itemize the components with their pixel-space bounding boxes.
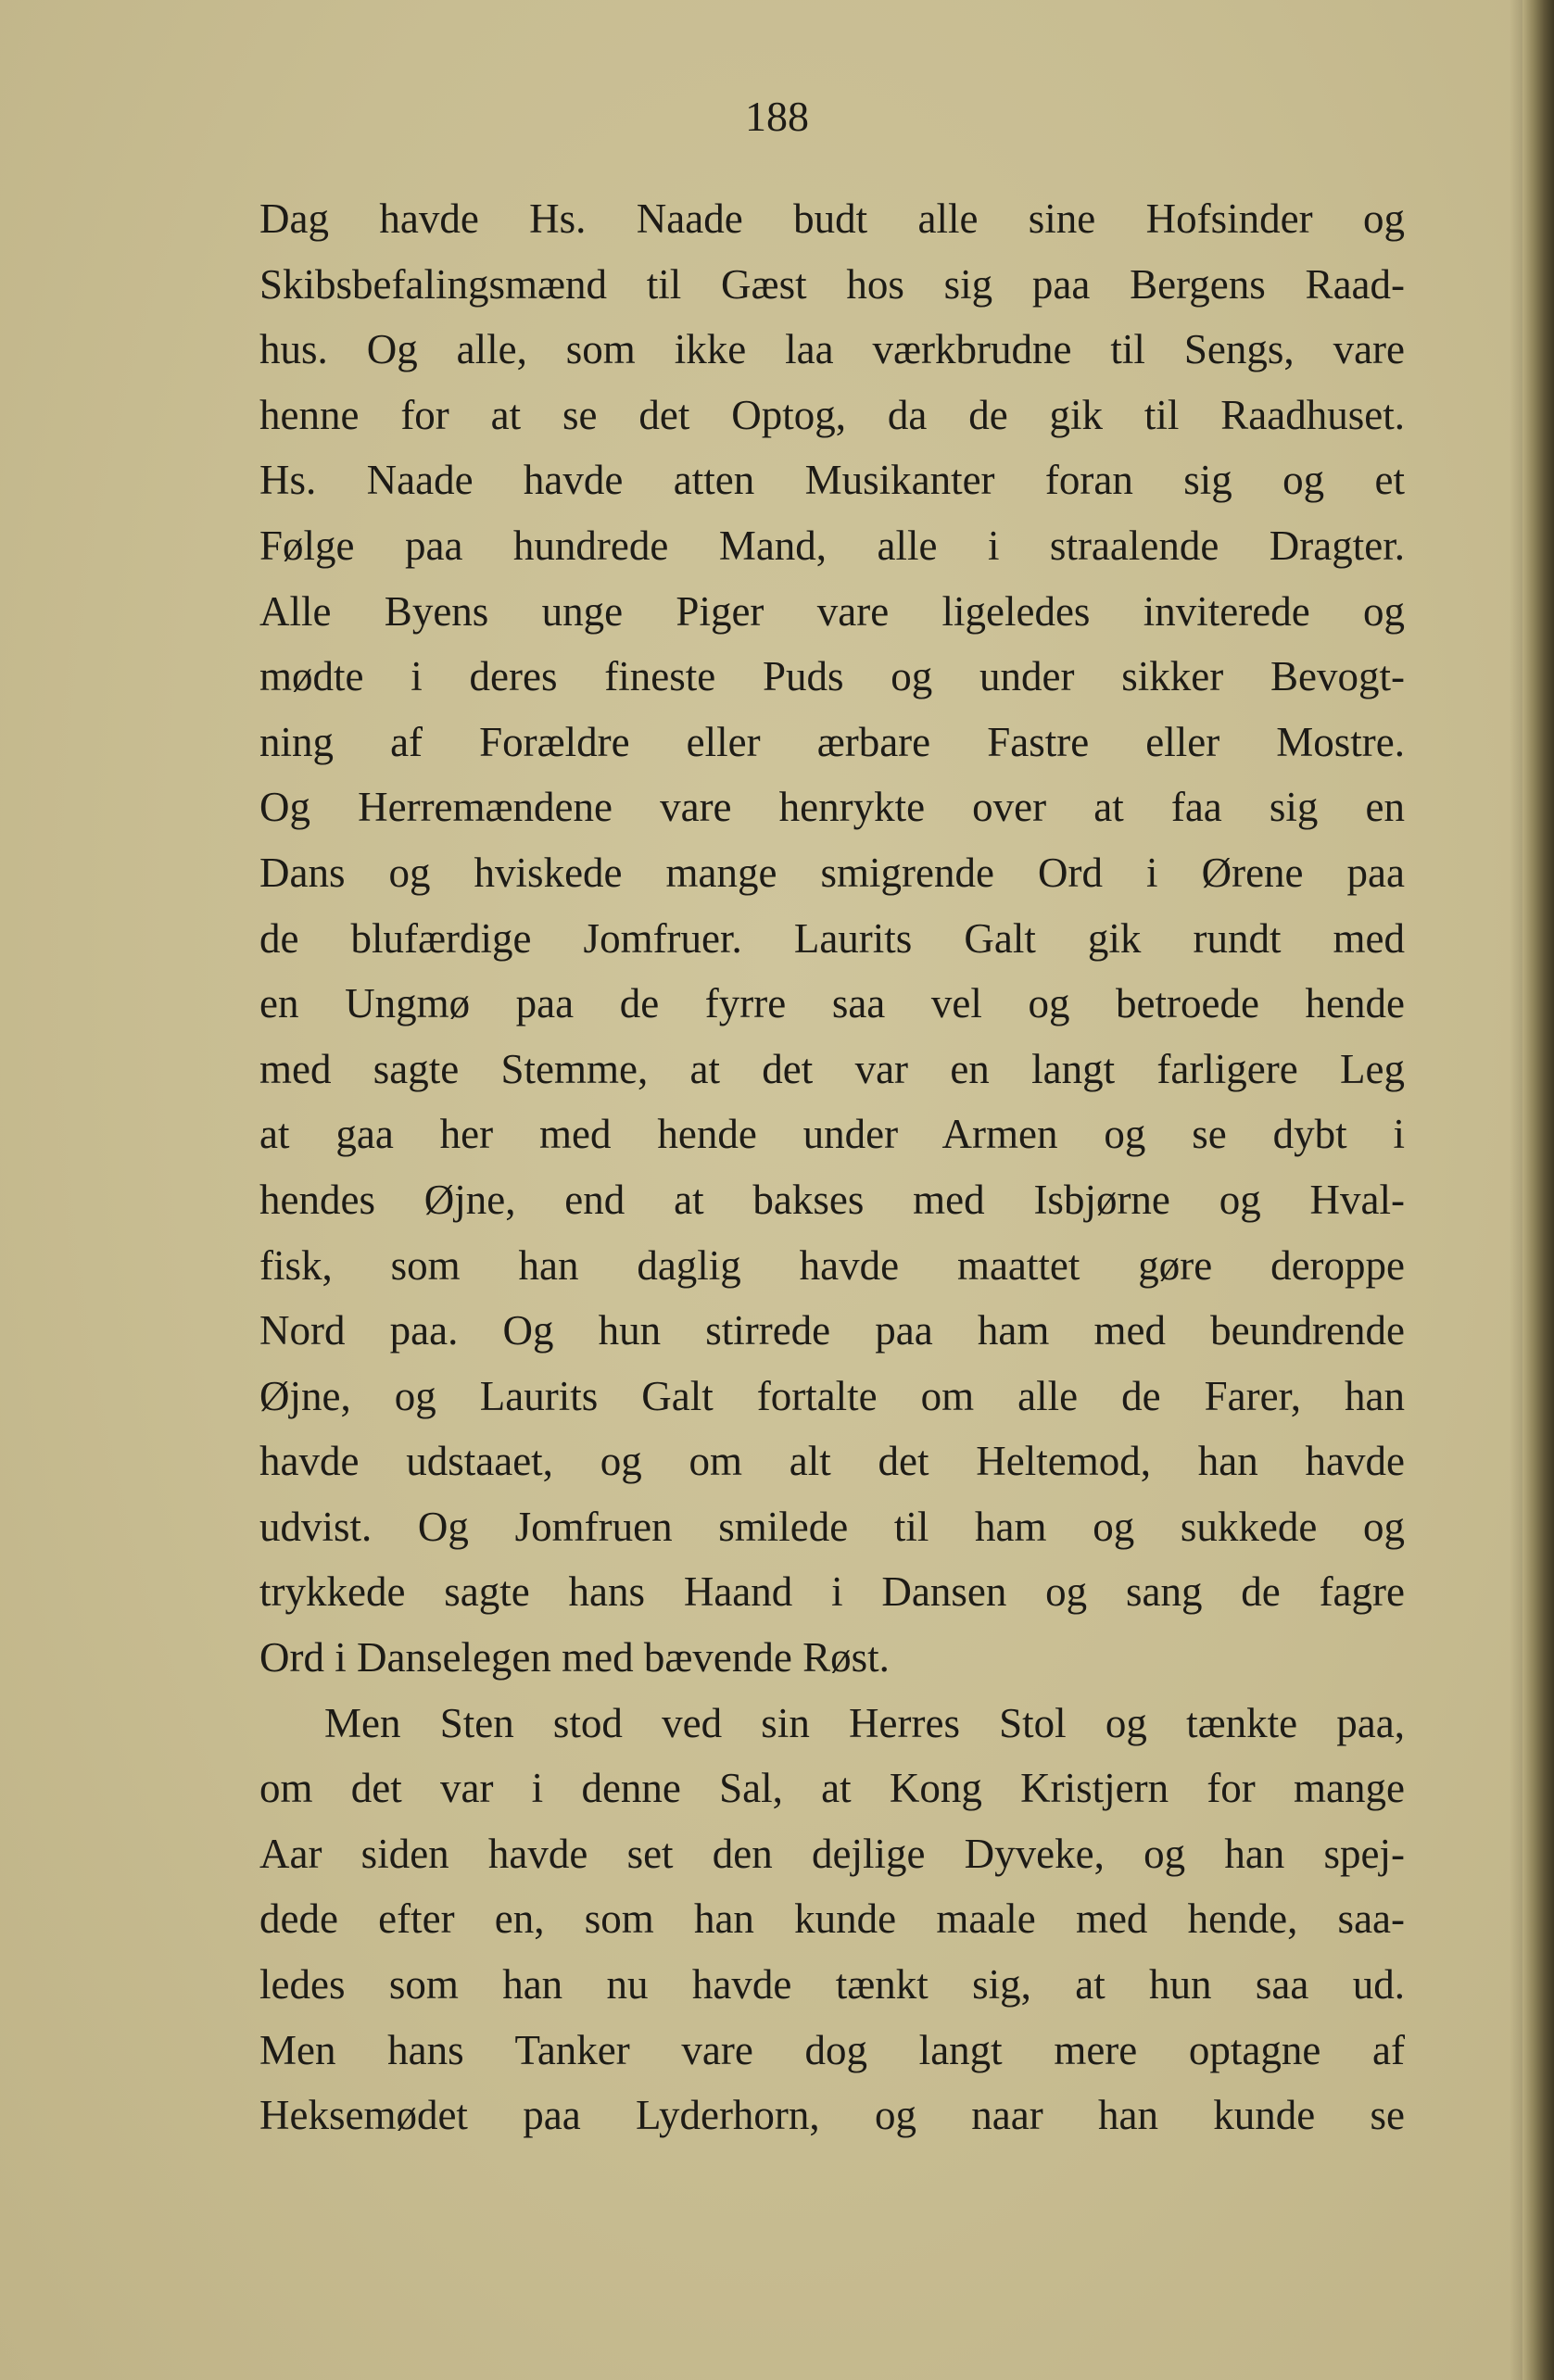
text-line: ledes som han nu havde tænkt sig, at hun saa ud.: [259, 1961, 1405, 2009]
page-shadow: [1510, 0, 1522, 2380]
text-line: Nord paa. Og hun stirrede paa ham med beundrende: [259, 1307, 1405, 1354]
text-line: ning af Forældre eller ærbare Fastre eller Mostre.: [259, 718, 1405, 765]
text-line: om det var i denne Sal, at Kong Kristjern for mange: [259, 1765, 1405, 1812]
text-line: Hs. Naade havde atten Musikanter foran sig og et: [259, 457, 1405, 504]
text-line: med sagte Stemme, at det var en langt farligere Leg: [259, 1045, 1405, 1092]
text-line: Alle Byens unge Piger vare ligeledes inviterede og: [259, 587, 1405, 635]
text-line: Øjne, og Laurits Galt fortalte om alle de Farer, han: [259, 1372, 1405, 1419]
paragraph-start-line: Men Sten stod ved sin Herres Stol og tænkte paa,: [324, 1699, 1405, 1746]
text-line: Skibsbefalingsmænd til Gæst hos sig paa Bergens Raad-: [259, 260, 1405, 308]
page-edge: [1522, 0, 1554, 2380]
text-line: en Ungmø paa de fyrre saa vel og betroede hende: [259, 980, 1405, 1027]
text-line: udvist. Og Jomfruen smilede til ham og sukkede og: [259, 1503, 1405, 1550]
text-line: Men hans Tanker vare dog langt mere optagne af: [259, 2026, 1405, 2073]
text-line: hendes Øjne, end at bakses med Isbjørne og Hval-: [259, 1176, 1405, 1223]
text-line: Dans og hviskede mange smigrende Ord i Ørene paa: [259, 849, 1405, 896]
text-line: trykkede sagte hans Haand i Dansen og sang de fagre: [259, 1568, 1405, 1616]
page-number: 188: [745, 93, 809, 140]
text-line: dede efter en, som han kunde maale med hende, saa-: [259, 1895, 1405, 1943]
text-line: Aar siden havde set den dejlige Dyveke, og han spej-: [259, 1830, 1405, 1877]
text-line: de blufærdige Jomfruer. Laurits Galt gik rundt med: [259, 914, 1405, 962]
text-line: Dag havde Hs. Naade budt alle sine Hofsinder og: [259, 195, 1405, 242]
text-line: hus. Og alle, som ikke laa værkbrudne til Sengs, vare: [259, 326, 1405, 373]
body-text: [259, 186, 1405, 2148]
paragraph-end-line: Ord i Danselegen med bævende Røst.: [259, 1634, 890, 1681]
text-line: havde udstaaet, og om alt det Heltemod, han havde: [259, 1438, 1405, 1485]
text-line: Følge paa hundrede Mand, alle i straalende Dragter.: [259, 522, 1405, 569]
text-line: Heksemødet paa Lyderhorn, og naar han kunde se: [259, 2092, 1405, 2139]
text-line: mødte i deres fineste Puds og under sikker Bevogt-: [259, 653, 1405, 700]
text-line: fisk, som han daglig havde maattet gøre deroppe: [259, 1241, 1405, 1289]
text-line: Og Herremændene vare henrykte over at faa sig en: [259, 784, 1405, 831]
text-line: at gaa her med hende under Armen og se dybt i: [259, 1111, 1405, 1158]
text-line: henne for at se det Optog, da de gik til Raadhuset.: [259, 391, 1405, 438]
